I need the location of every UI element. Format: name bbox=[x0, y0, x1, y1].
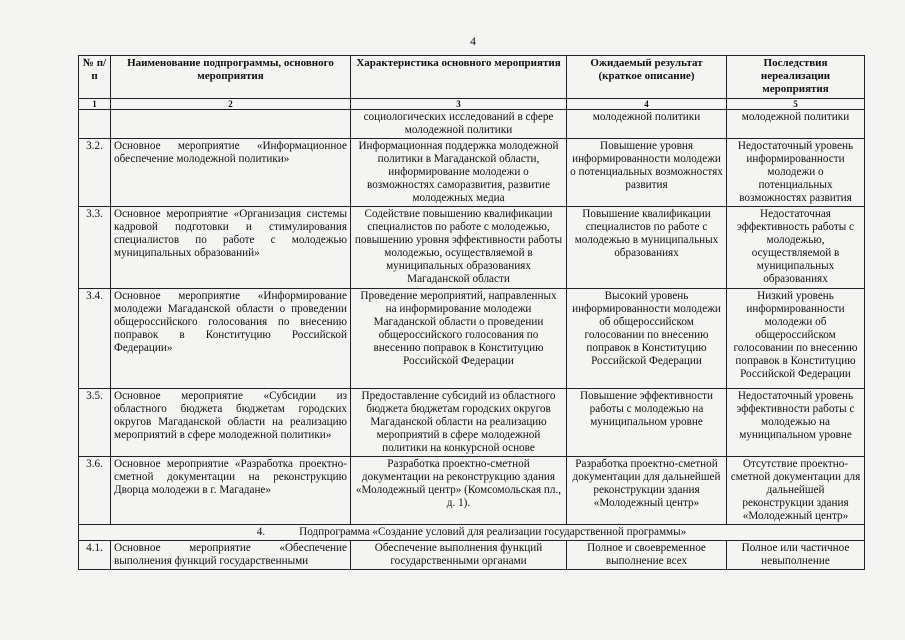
cell-result: молодежной политики bbox=[567, 110, 727, 139]
cell-consequence: Недостаточный уровень эффективности работы с молодежью на муниципальном уровне bbox=[727, 389, 865, 457]
column-number: 4 bbox=[567, 99, 727, 110]
program-table bbox=[78, 55, 865, 570]
cell-characteristic: Разработка проектно-сметной документации на реконструкцию здания «Молодежный центр» (Комсомольская пл., д. 1). bbox=[351, 457, 567, 525]
cell-num: 3.4. bbox=[79, 289, 111, 389]
cell-name: Основное мероприятие «Разработка проектно-сметной документации на реконструкцию Дворца молодежи в г. Магадане» bbox=[111, 457, 351, 525]
table-header-row bbox=[79, 56, 865, 99]
cell-result: Повышение квалификации специалистов по работе с молодежью в муниципальных образованиях bbox=[567, 207, 727, 289]
column-number: 3 bbox=[351, 99, 567, 110]
cell-num: 3.3. bbox=[79, 207, 111, 289]
header-name: Наименование подпрограммы, основного мероприятия bbox=[111, 56, 351, 99]
cell-consequence: Недостаточная эффективность работы с молодежью, осуществляемой в муниципальных образованиях bbox=[727, 207, 865, 289]
cell-consequence: молодежной политики bbox=[727, 110, 865, 139]
table-row bbox=[79, 139, 865, 207]
subprogram-row bbox=[79, 525, 865, 541]
cell-result: Полное и своевременное выполнение всех bbox=[567, 541, 727, 570]
page-number: 4 bbox=[470, 34, 476, 48]
header-consequence: Последствия нереализации мероприятия bbox=[727, 56, 865, 99]
cell-consequence: Недостаточный уровень информированности молодежи о потенциальных возможностях развития bbox=[727, 139, 865, 207]
cell-name: Основное мероприятие «Обеспечение выполнения функций государственными bbox=[111, 541, 351, 570]
continuation-row bbox=[79, 110, 865, 139]
cell-result: Повышение уровня информированности молодежи о потенциальных возможностях развития bbox=[567, 139, 727, 207]
cell-num: 3.5. bbox=[79, 389, 111, 457]
cell-name: Основное мероприятие «Субсидии из областного бюджета бюджетам городских округов Магаданской области на реализацию мероприятий в сфере молодежной политики» bbox=[111, 389, 351, 457]
cell-characteristic: Информационная поддержка молодежной политики в Магаданской области, информирование молодежи о возможностях саморазвития, развитие молодежных медиа bbox=[351, 139, 567, 207]
header-num: № п/п bbox=[79, 56, 111, 99]
cell-consequence: Полное или частичное невыполнение bbox=[727, 541, 865, 570]
table-row bbox=[79, 389, 865, 457]
cell-num: 4.1. bbox=[79, 541, 111, 570]
column-number: 1 bbox=[79, 99, 111, 110]
subprogram-title: Подпрограмма «Создание условий для реализации государственной программы» bbox=[299, 526, 687, 539]
cell-result: Повышение эффективности работы с молодежью на муниципальном уровне bbox=[567, 389, 727, 457]
cell-characteristic: Содействие повышению квалификации специалистов по работе с молодежью, повышению уровня эффективности работы молодежью, осуществляемой в муниципальных образованиях Магаданской области bbox=[351, 207, 567, 289]
cell-characteristic: социологических исследований в сфере молодежной политики bbox=[351, 110, 567, 139]
column-number: 5 bbox=[727, 99, 865, 110]
cell-characteristic: Предоставление субсидий из областного бюджета бюджетам городских округов Магаданской области на реализацию мероприятий в сфере молодежной политики на конкурсной основе bbox=[351, 389, 567, 457]
cell-name: Основное мероприятие «Информационное обеспечение молодежной политики» bbox=[111, 139, 351, 207]
cell-characteristic: Проведение мероприятий, направленных на информирование молодежи Магаданской области о проведении общероссийского голосования по внесению поправок в Конституцию Российской Федерации bbox=[351, 289, 567, 389]
table-row bbox=[79, 207, 865, 289]
table-row bbox=[79, 457, 865, 525]
cell-result: Разработка проектно-сметной документации для дальнейшей реконструкции здания «Молодежный центр» bbox=[567, 457, 727, 525]
cell-result: Высокий уровень информированности молодежи об общероссийском голосовании по внесению поправок в Конституцию Российской Федерации bbox=[567, 289, 727, 389]
subprogram-number: 4. bbox=[256, 526, 266, 539]
cell-name: Основное мероприятие «Организация системы кадровой подготовки и стимулирования специалистов по работе с молодежью муниципальных образований» bbox=[111, 207, 351, 289]
column-number-row bbox=[79, 99, 865, 110]
table-row bbox=[79, 541, 865, 570]
cell-num: 3.2. bbox=[79, 139, 111, 207]
cell-name: Основное мероприятие «Информирование молодежи Магаданской области о проведении общероссийского голосования по внесению поправок в Конституцию Российской Федерации» bbox=[111, 289, 351, 389]
cell-characteristic: Обеспечение выполнения функций государственными органами bbox=[351, 541, 567, 570]
column-number: 2 bbox=[111, 99, 351, 110]
cell-consequence: Отсутствие проектно-сметной документации для дальнейшей реконструкции здания «Молодежный центр» bbox=[727, 457, 865, 525]
cell-num: 3.6. bbox=[79, 457, 111, 525]
header-result: Ожидаемый результат (краткое описание) bbox=[567, 56, 727, 99]
table-row bbox=[79, 289, 865, 389]
cell-consequence: Низкий уровень информированности молодежи об общероссийском голосовании по внесению поправок в Конституцию Российской Федерации bbox=[727, 289, 865, 389]
header-characteristic: Характеристика основного мероприятия bbox=[351, 56, 567, 99]
